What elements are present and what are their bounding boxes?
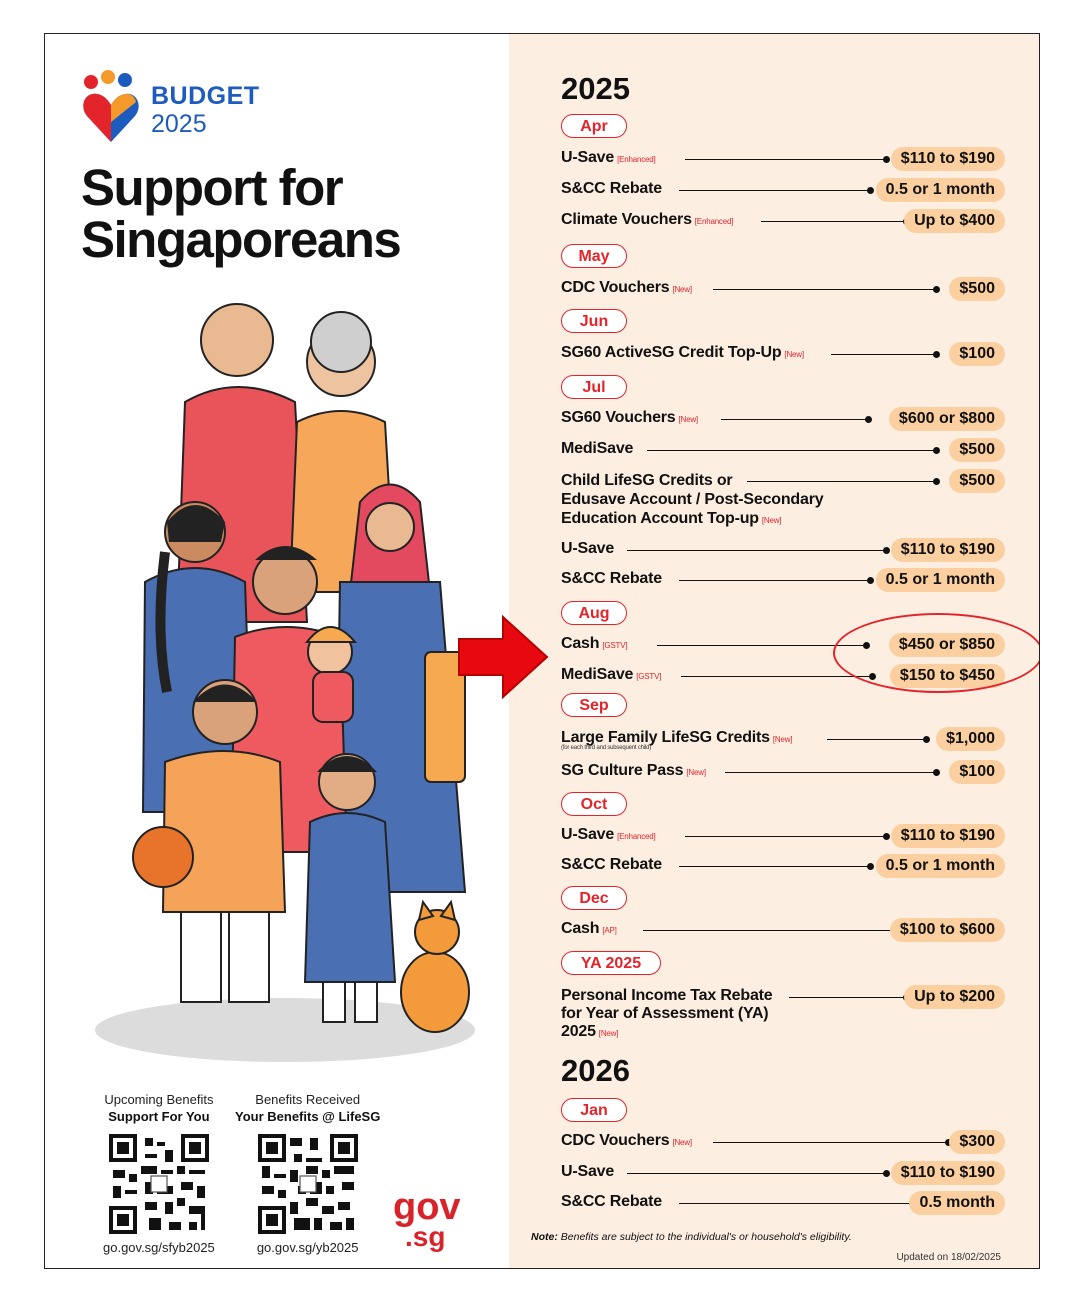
benefit-row-dec-cash: Cash [AP] $100 to $600 xyxy=(561,918,1005,942)
benefit-row-may-cdc: CDC Vouchers [New] $500 xyxy=(561,277,1005,301)
amount-pill: $100 to $600 xyxy=(890,918,1005,942)
month-badge-jan: Jan xyxy=(561,1098,627,1122)
logo-budget-text: BUDGET xyxy=(151,82,260,110)
year-heading-2026: 2026 xyxy=(561,1053,630,1088)
benefit-row-oct-scc: S&CC Rebate 0.5 or 1 month xyxy=(561,854,1005,878)
amount-pill: $100 xyxy=(949,760,1005,784)
benefit-row-jan-scc: S&CC Rebate 0.5 month xyxy=(561,1191,1005,1215)
benefit-row-ya-tax-rebate: Personal Income Tax Rebate for Year of Assessment (YA) 2025 [New] Up to $200 xyxy=(561,985,1005,1043)
year-heading-2025: 2025 xyxy=(561,71,630,106)
month-badge-oct: Oct xyxy=(561,792,627,816)
benefit-row-sep-culture: SG Culture Pass [New] $100 xyxy=(561,760,1005,784)
qr-block-support-for-you: Upcoming Benefits Support For You go.gov.sg/sfyb2025 xyxy=(103,1092,215,1255)
amount-pill: $100 xyxy=(949,342,1005,366)
month-badge-aug: Aug xyxy=(561,601,627,625)
logo-year-text: 2025 xyxy=(151,110,207,138)
benefit-row-apr-climate: Climate Vouchers [Enhanced] Up to $400 xyxy=(561,209,1005,233)
month-badge-dec: Dec xyxy=(561,886,627,910)
eligibility-note: Note: Benefits are subject to the individual's or household's eligibility. xyxy=(531,1231,852,1243)
benefit-row-jun-activesg: SG60 ActiveSG Credit Top-Up [New] $100 xyxy=(561,342,1005,366)
month-badge-may: May xyxy=(561,244,627,268)
qr-code-icon[interactable] xyxy=(258,1134,358,1234)
benefit-row-sep-family: Large Family LifeSG Credits [New] (for each third and subsequent child) $1,000 xyxy=(561,727,1005,751)
poster xyxy=(44,33,1040,1269)
benefit-row-jul-usave: U-Save $110 to $190 xyxy=(561,538,1005,562)
benefit-row-jan-cdc: CDC Vouchers [New] $300 xyxy=(561,1130,1005,1154)
heart-people-logo-icon xyxy=(81,70,141,146)
benefit-row-aug-cash: Cash [GSTV] $450 or $850 xyxy=(561,633,1005,657)
amount-pill: 0.5 month xyxy=(909,1191,1005,1215)
amount-pill: $300 xyxy=(949,1130,1005,1154)
amount-pill: Up to $400 xyxy=(904,209,1005,233)
gov-sg-logo: gov .sg xyxy=(393,1186,461,1252)
amount-pill: 0.5 or 1 month xyxy=(876,178,1005,202)
highlight-circle xyxy=(833,613,1040,693)
month-badge-sep: Sep xyxy=(561,693,627,717)
red-arrow-icon xyxy=(457,615,549,699)
amount-pill: 0.5 or 1 month xyxy=(876,854,1005,878)
amount-pill: $110 to $190 xyxy=(891,1161,1005,1185)
updated-date: Updated on 18/02/2025 xyxy=(896,1252,1001,1263)
benefit-row-aug-medisave: MediSave [GSTV] $150 to $450 xyxy=(561,664,1005,688)
benefit-row-jul-medisave: MediSave $500 xyxy=(561,438,1005,462)
benefit-row-jul-sg60: SG60 Vouchers [New] $600 or $800 xyxy=(561,407,1005,431)
amount-pill: $1,000 xyxy=(936,727,1005,751)
amount-pill: $150 to $450 xyxy=(890,664,1005,688)
amount-pill: $450 or $850 xyxy=(889,633,1005,657)
benefit-row-jul-scc: S&CC Rebate 0.5 or 1 month xyxy=(561,568,1005,592)
benefit-row-oct-usave: U-Save [Enhanced] $110 to $190 xyxy=(561,824,1005,848)
month-badge-jun: Jun xyxy=(561,309,627,333)
benefit-row-jan-usave: U-Save $110 to $190 xyxy=(561,1161,1005,1185)
amount-pill: Up to $200 xyxy=(904,985,1005,1009)
amount-pill: $600 or $800 xyxy=(889,407,1005,431)
amount-pill: $500 xyxy=(949,277,1005,301)
amount-pill: $500 xyxy=(949,438,1005,462)
month-badge-ya2025: YA 2025 xyxy=(561,951,661,975)
qr-code-icon[interactable] xyxy=(109,1134,209,1234)
benefit-row-apr-usave: U-Save [Enhanced] $110 to $190 xyxy=(561,147,1005,171)
amount-pill: 0.5 or 1 month xyxy=(876,568,1005,592)
amount-pill: $500 xyxy=(949,469,1005,493)
month-badge-apr: Apr xyxy=(561,114,627,138)
qr-block-your-benefits: Benefits Received Your Benefits @ LifeSG go.gov.sg/yb2025 xyxy=(235,1092,381,1255)
benefit-row-apr-scc: S&CC Rebate 0.5 or 1 month xyxy=(561,178,1005,202)
benefit-row-jul-child-lifesg: Child LifeSG Credits or Edusave Account / Post-Secondary Education Account Top-up [New] $500 xyxy=(561,469,1005,531)
qr-url[interactable]: go.gov.sg/sfyb2025 xyxy=(103,1240,215,1255)
qr-url[interactable]: go.gov.sg/yb2025 xyxy=(256,1240,359,1255)
amount-pill: $110 to $190 xyxy=(891,147,1005,171)
page-title: Support for Singaporeans xyxy=(81,159,401,268)
amount-pill: $110 to $190 xyxy=(891,824,1005,848)
amount-pill: $110 to $190 xyxy=(891,538,1005,562)
family-illustration xyxy=(85,292,475,1062)
month-badge-jul: Jul xyxy=(561,375,627,399)
